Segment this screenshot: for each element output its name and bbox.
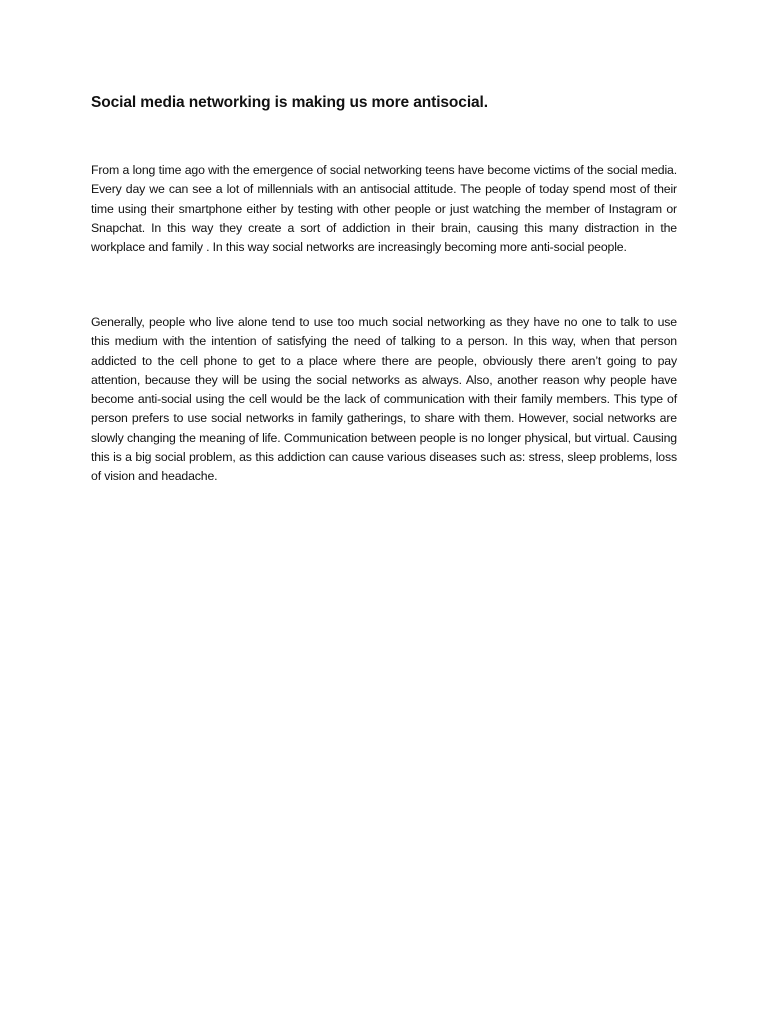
paragraph-1: From a long time ago with the emergence of social networking teens have become victims of the social media. Every day we can see a lot of millennials with an antisocial attitude. The people of today spend most of their time using their smartphone either by testing with other people or just watching the member of Instagram or Snapchat. In this way they create a sort of addiction in their brain, causing this many distraction in the workplace and family . In this way social networks are increasingly becoming more anti-social people. <box>91 163 677 255</box>
paragraph-2: Generally, people who live alone tend to use too much social networking as they have no one to talk to use this medium with the intention of satisfying the need of talking to a person. In this way, when that person addicted to the cell phone to get to a place where there are people, obviously there aren’t going to pay attention, because they will be using the social networks as always. Also, another reason why people have become anti-social using the cell would be the lack of communication with their family members. This type of person prefers to use social networks in family gatherings, to share with them. However, social networks are slowly changing the meaning of life. Communication between people is no longer physical, but virtual. Causing this is a big social problem, as this addiction can cause various diseases such as: stress, sleep problems, loss of vision and headache. <box>91 315 677 484</box>
document-title: Social media networking is making us more antisocial. <box>91 94 488 111</box>
